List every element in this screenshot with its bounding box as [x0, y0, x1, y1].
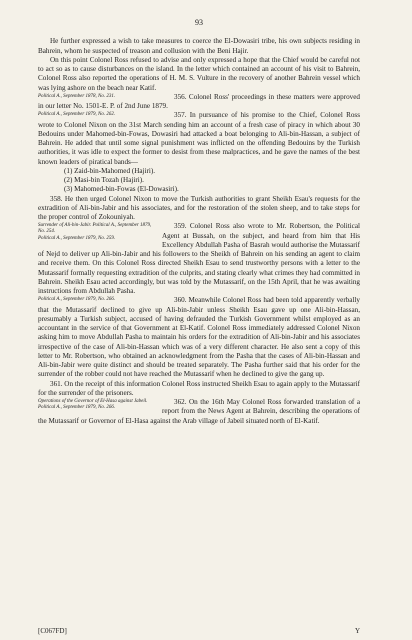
section-356: [38, 93, 360, 112]
list-item: (2) Masi-bin Tozah (Hajiri).: [64, 176, 144, 184]
margin-note-359-a: Surrender of Ali-bin-Jabir. Political A., September 1879, No. 254.: [38, 223, 152, 235]
page-number: 93: [195, 18, 203, 27]
paragraph-intro: He further expressed a wish to take measures to coerce the El-Dowasiri tribe, his own subjects residing in Bahrein, whom he suspected of treason and collusion with the Beni Hajir.: [38, 37, 360, 55]
paragraph-360: 360. Meanwhile Colonel Ross had been told apparently verbally that the Mutassarif declined to give up Ali-bin-Jabir unless Sheikh Esau gave up one Ali-bin-Hassan, presumably a Turkish subject, accused of having defrauded the Turkish Government whilst employed as an accountant in the service of that Government at El-Katif. Colonel Ross immediately addressed Colonel Nixon asking him to move Abdullah Pasha to maintain his orders for the extradition of Ali-bin-Jabir and his associates irrespective of the case of Ali-bin-Hassan which was of a very different character. He also sent a copy of this letter to Mr. Robertson, who obtained an acknowledgment from the Pasha that the cases of Ali-bin-Hassan and Ali-bin-Jabir were quite distinct and should be treated separately. The Pasha further said that his order for the surrender of the robber could not have reached the Mutassarif when he declined to give the gang up.: [38, 296, 360, 379]
list-item: (1) Zaid-bin-Mahomed (Hajiri).: [64, 166, 156, 175]
margin-note-356: Political A., September 1878, No. 231.: [38, 93, 116, 99]
section-359: [38, 222, 360, 296]
paragraph-on-this-point: On this point Colonel Ross refused to advise and only expressed a hope that the Chief would be careful not to act so as to cause disturbances on the island. In the letter which contained an account of his visit to Bahrein, Colonel Ross also reported the operations of H. M. S. Vulture in the recovery of another Bahrein vessel which was lying ashore on the beach near Katif.: [38, 55, 360, 92]
paragraph-358: 358. He then urged Colonel Nixon to move the Turkish authorities to grant Sheikh Esau's requests for the extradition of Ali-bin-Jabir and his associates, and for the restoration of the stolen sheep, and to take steps for the proper control of Zokouniyah.: [38, 194, 360, 221]
paragraph-359: 359. Colonel Ross also wrote to Mr. Robertson, the Political Agent at Bussah, on the subject, and heard from him that His Excellency Abdullah Pasha of Basrah would authorise the Mutassarif of Nejd to deliver up Ali-bin-Jabir and his followers to the Sheikh of Bahrein on his sending an agent to claim and receive them. On this Colonel Ross directed Sheikh Esau to send trustworthy persons with a letter to the Mutassarif formally requesting extradition of the culprits, and stating clearly what crimes they had committed in Bahrein. Sheikh Esau acted accordingly, but was told by the Mutassarif, on the 15th April, that he was awaiting instructions from Abdullah Pasha.: [38, 222, 360, 295]
margin-note-357: Political A., September 1879, No. 262.: [38, 112, 116, 118]
margin-note-362: Operations of the Governor of El-Hasa against Jabeil. Political A., September 1879, No. 266.: [38, 399, 148, 411]
section-360: [38, 296, 360, 379]
footer-code: [C067FD]: [38, 627, 67, 635]
paragraph-357: 357. In pursuance of his promise to the Chief, Colonel Ross wrote to Colonel Nixon on the 31st March sending him an account of a fresh case of piracy in which about 30 Bedouins under Mahomed-bin-Fowas, Dowasiri had attacked a boat belonging to Ali-bin-Hassan, a subject of Bahrein. He added that until some signal punishment was inflicted on the offending Bedouins by the Turkish authorities, it was idle to expect the former to desist from these malpractices, and he gave the names of the best known leaders of piratical bands—: [38, 111, 360, 166]
signature-mark: Y: [354, 627, 360, 635]
paragraph-356: 356. Colonel Ross' proceedings in these matters were approved in our letter No. 1501-E. P. of 2nd June 1879.: [38, 92, 360, 110]
section-357: [38, 111, 360, 167]
margin-note-359: [38, 223, 156, 242]
list-item: (3) Mahomed-bin-Fowas (El-Dowasiri).: [64, 185, 179, 194]
margin-note-359-b: Political A., September 1879, No. 259.: [38, 235, 116, 241]
paragraph-362: 362. On the 16th May Colonel Ross forwarded translation of a report from the News Agent at Bahrein, describing the operations of the Mutassarif or Governor of El-Hasa against the Arab village of Jabeil situated north of El-Katif.: [38, 398, 360, 425]
page-footer: [38, 627, 360, 636]
section-362: [38, 398, 360, 426]
margin-note-360: Political A., September 1879, No. 266.: [38, 297, 116, 303]
paragraph-361: 361. On the receipt of this information Colonel Ross instructed Sheikh Esau to again apply to the Mutassarif for the surrender of the prisoners.: [38, 379, 360, 397]
